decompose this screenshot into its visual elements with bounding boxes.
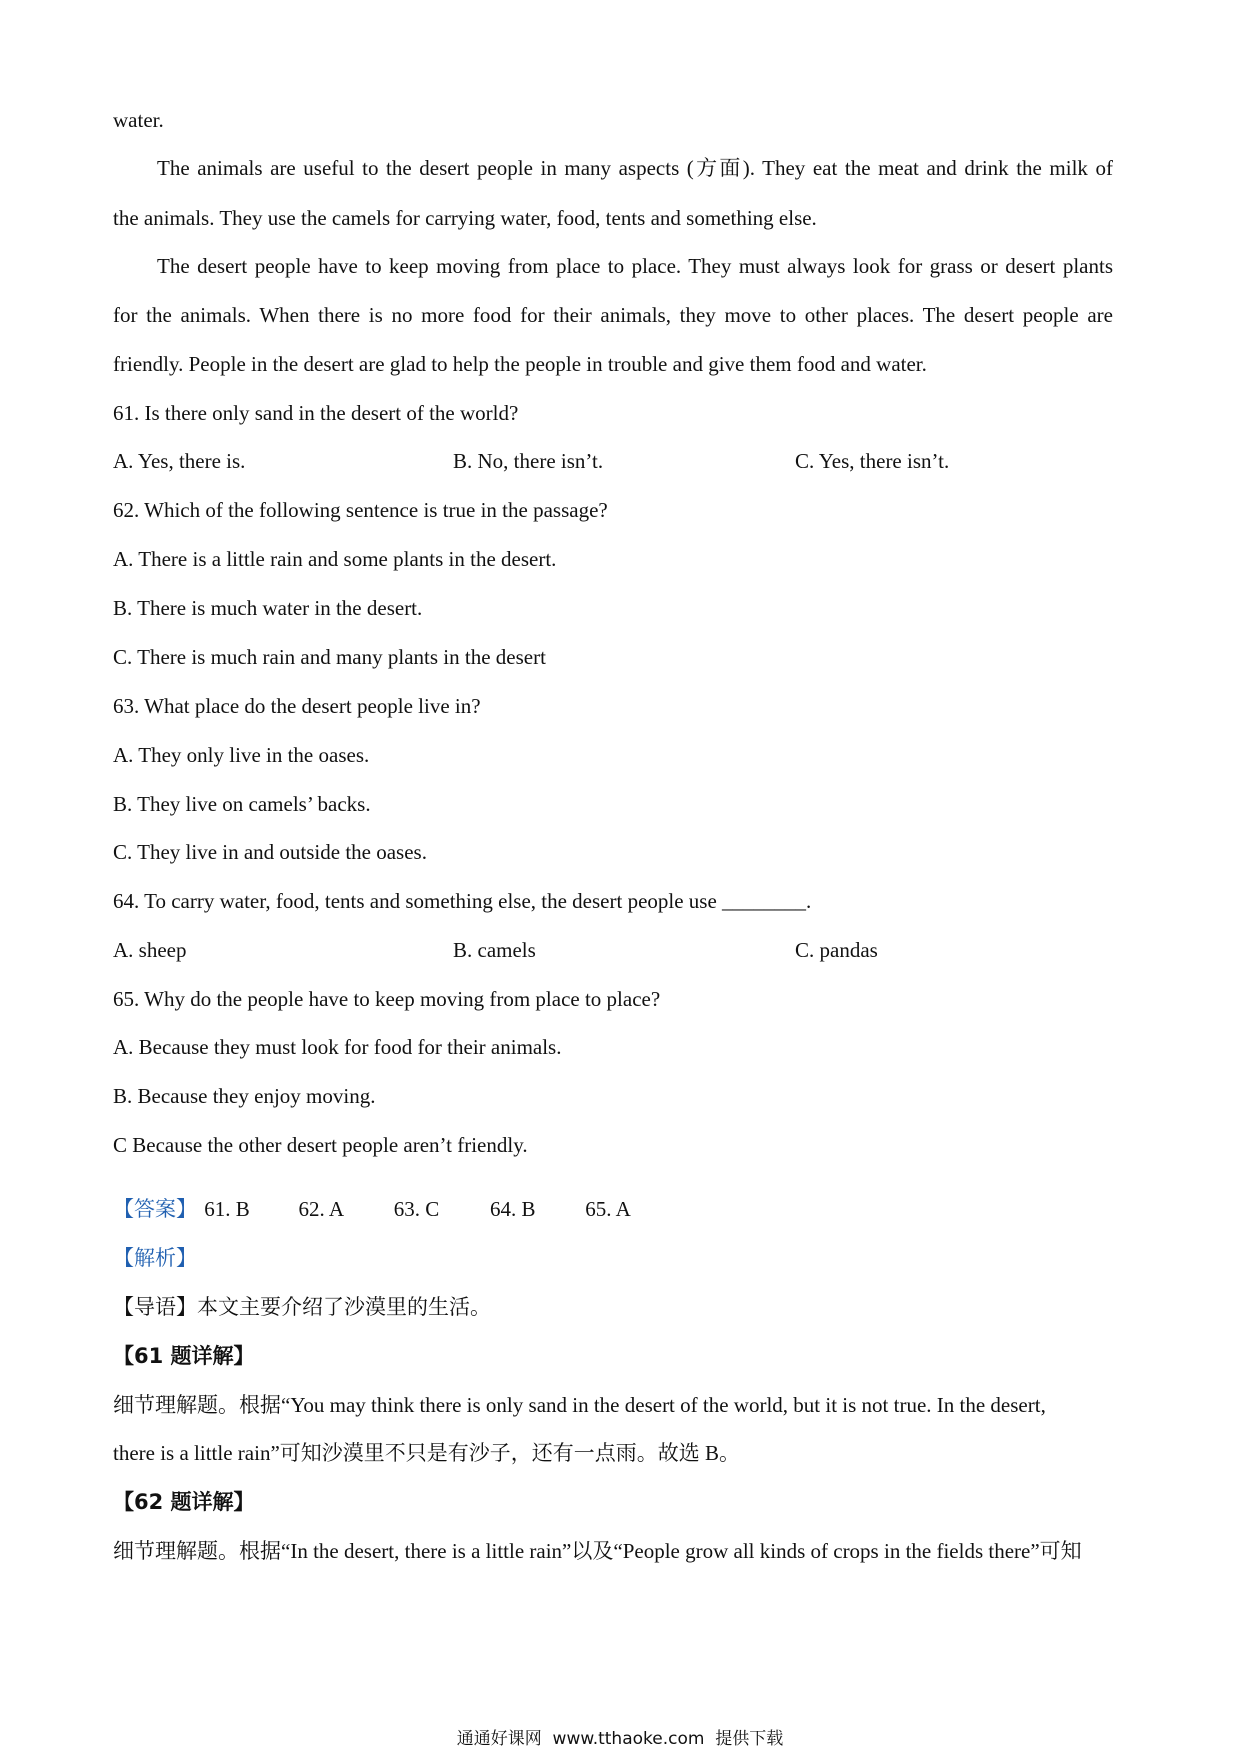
option-61-a: A. Yes, there is. [113,449,246,473]
option-61-b: B. No, there isn’t. [453,449,604,473]
q61-detail-title: 【61 题详解】 [113,1344,255,1368]
analysis-label: 【解析】 [113,1246,197,1270]
answer-item: 63. C [393,1197,440,1221]
answer-item: 61. B [204,1197,250,1221]
passage-line: The animals are useful to the desert people in many aspects (方面). They eat the meat and drink the milk of [157,156,1113,180]
option-62-c: C. There is much rain and many plants in the desert [113,645,546,669]
answer-item: 65. A [585,1197,631,1221]
passage-line: the animals. They use the camels for carrying water, food, tents and something else. [113,206,817,230]
option-62-b: B. There is much water in the desert. [113,596,423,620]
q61-detail-line: there is a little rain”可知沙漠里不只是有沙子，还有一点雨。故选 B。 [113,1441,741,1465]
question-61: 61. Is there only sand in the desert of the world? [113,401,519,425]
question-62: 62. Which of the following sentence is true in the passage? [113,498,608,522]
answer-label: 【答案】 [113,1197,197,1221]
passage-line: friendly. People in the desert are glad to help the people in trouble and give them food and water. [113,352,927,376]
question-65: 65. Why do the people have to keep moving from place to place? [113,987,661,1011]
passage-line: The desert people have to keep moving from place to place. They must always look for grass or desert plants [157,254,1113,278]
passage-line: water. [113,108,164,132]
option-61-c: C. Yes, there isn’t. [795,449,950,473]
q62-detail-line: 细节理解题。根据“In the desert, there is a little rain”以及“People grow all kinds of crops in the fields there”可知 [113,1539,1082,1563]
answer-item: 64. B [490,1197,536,1221]
question-64: 64. To carry water, food, tents and something else, the desert people use ________. [113,889,812,913]
option-63-a: A. They only live in the oases. [113,743,370,767]
option-64-c: C. pandas [795,938,878,962]
answer-item: 62. A [298,1197,345,1221]
question-63: 63. What place do the desert people live in? [113,694,481,718]
option-63-b: B. They live on camels’ backs. [113,792,371,816]
option-65-c: C Because the other desert people aren’t friendly. [113,1133,528,1157]
passage-line: for the animals. When there is no more food for their animals, they move to other places. The desert people are [113,303,1113,327]
option-64-a: A. sheep [113,938,187,962]
answer-row [113,1195,631,1223]
q62-detail-title: 【62 题详解】 [113,1490,255,1514]
option-63-c: C. They live in and outside the oases. [113,840,427,864]
option-65-a: A. Because they must look for food for their animals. [113,1035,562,1059]
option-65-b: B. Because they enjoy moving. [113,1084,376,1108]
q61-detail-line: 细节理解题。根据“You may think there is only sand in the desert of the world, but it is not true. In the desert, [113,1393,1046,1417]
option-64-b: B. camels [453,938,536,962]
page-footer: 通通好课网 www.tthaoke.com 提供下载 [456,1729,784,1749]
analysis-intro: 【导语】本文主要介绍了沙漠里的生活。 [113,1295,491,1319]
option-62-a: A. There is a little rain and some plants in the desert. [113,547,557,571]
